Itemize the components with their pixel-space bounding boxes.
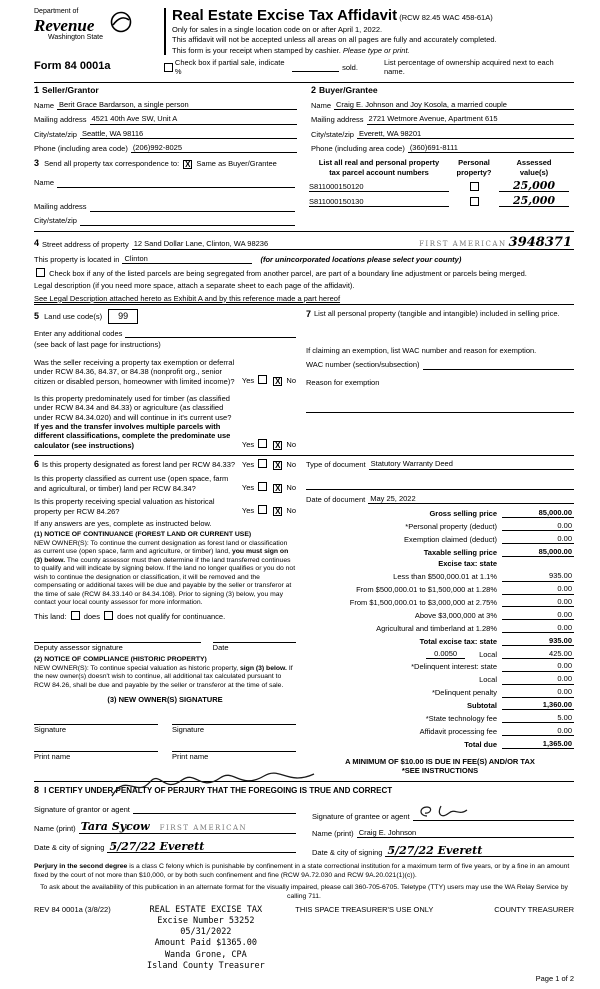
corr-mailing-field[interactable] (90, 202, 295, 212)
partial-sale-checkbox[interactable] (164, 63, 173, 72)
tax-label: Local (479, 649, 497, 659)
perjury-statement: Perjury in the second degree is a class C felony which is punishable by confinement in a state correctional institution for a maximum term of five years, or by a fine in an amount fixed by the court of not more than $10,000, or by both such confinement and fine (RCW 9A.72.030 and RCW 9A.20.021(1)(c)). (34, 863, 570, 879)
buyer-grantee-block (311, 85, 574, 154)
yes-label: Yes (241, 505, 255, 515)
property-location-section (34, 231, 574, 306)
same-as-buyer-checkbox[interactable]: X (185, 160, 191, 170)
alternate-format-note: To ask about the availability of this publication in an alternate format for the visually impaired, please call 360-705-6705. Teletype (TTY) users may use the WA Relay Service by calling 711. (40, 884, 568, 900)
page-number: Page 1 of 2 (535, 973, 574, 983)
s6-q2-yesno (242, 482, 296, 493)
wac-number-field[interactable] (423, 360, 574, 370)
if-yes-note: If any answers are yes, complete as instructed below. (34, 518, 212, 528)
header-note-3: This form is your receipt when stamped by cashier. Please type or print. (172, 45, 410, 55)
header-divider (164, 8, 166, 55)
partial-sale-percent-field[interactable] (292, 63, 339, 72)
tax-amount (502, 560, 574, 569)
s6-q3-yes-checkbox[interactable] (258, 505, 267, 514)
section-4-number: 4 (34, 238, 40, 249)
s6-q1-no-checkbox[interactable]: X (275, 461, 281, 471)
tax-label: Less than $500,000.01 at 1.1% (393, 572, 497, 582)
s6-q3-yesno (242, 505, 296, 516)
owner-signature-2-field[interactable] (172, 715, 296, 725)
certify-statement: I CERTIFY UNDER PENALTY OF PERJURY THAT THE FOREGOING IS TRUE AND CORRECT (44, 785, 393, 795)
legal-description-text: See Legal Description attached hereto as Exhibit A and by this reference made a part hereof (34, 294, 574, 305)
seller-name-value: Berit Grace Bardarson, a single person (57, 100, 297, 110)
forest-land-question: 6 Is this property designated as forest land per RCW 84.33? Yes X No (34, 459, 296, 471)
signature-label: Signature (34, 724, 67, 734)
tax-label: Affidavit processing fee (419, 726, 497, 736)
tax-table (306, 508, 574, 749)
parcel-number-value: S811000150120 (309, 182, 449, 192)
tax-label: From $1,500,000.01 to $3,000,000 at 2.75% (349, 598, 497, 607)
partial-sale-label: Check box if partial sale, indicate % (174, 57, 285, 77)
s5-q2-yesno (242, 439, 296, 450)
s6-q2-yes-checkbox[interactable] (258, 482, 267, 491)
title-company-handwriting: FIRST AMERICAN 3948371 (419, 234, 572, 250)
no-label: No (286, 440, 296, 450)
title-block (172, 8, 497, 55)
seller-mailing-label: Mailing address (34, 115, 87, 125)
deputy-assessor-signature-field[interactable] (34, 633, 201, 643)
doc-type-extra-field[interactable] (306, 480, 574, 490)
form-header (34, 8, 574, 55)
buyer-city-value: Everett, WA 98201 (357, 129, 574, 139)
tax-amount: 0.00 (502, 610, 574, 620)
parcel-table (309, 158, 574, 225)
corr-name-field[interactable] (57, 178, 295, 188)
wac-number-label: WAC number (section/subsection) (306, 360, 420, 370)
grantor-name-value: Tara Sycow FIRST AMERICAN (79, 821, 296, 834)
dor-logo-icon (109, 10, 133, 34)
treasurer-space-note: THIS SPACE TREASURER'S USE ONLY (295, 905, 434, 915)
yes-label: Yes (241, 460, 255, 470)
s5-q1-yes-checkbox[interactable] (258, 375, 267, 384)
grantor-date-label: Date & city of signing (34, 843, 105, 853)
seller-phone-value: (206)992-8025 (131, 143, 297, 153)
land-does-checkbox[interactable] (71, 611, 80, 620)
land-use-section (34, 309, 306, 450)
land-use-code-field[interactable]: 99 (108, 309, 138, 324)
seller-exemption-question: Was the seller receiving a property tax exemption or deferral under RCW 84.36, 84.37, or 84.38 (nonprofit org., senior citizen or disabled person, homeowner with limited income)? Yes X No (34, 357, 296, 386)
owner-printname-2-field[interactable] (172, 742, 296, 752)
parcel-2-personal-checkbox[interactable] (470, 197, 479, 206)
owner-signature-fields (34, 715, 296, 734)
exemption-note: If claiming an exemption, list WAC number and reason for exemption. (306, 346, 537, 356)
buyer-phone-label: Phone (including area code) (311, 144, 405, 153)
grantee-name-value: Craig E. Johnson (357, 828, 574, 838)
street-address-value: 12 Sand Dollar Lane, Clinton, WA 98236 FIRST AMERICAN 3948371 (133, 234, 572, 250)
grantor-signature-block (34, 800, 312, 857)
forestland-tax-row (34, 455, 574, 776)
assessed-value-header: Assessed value(s) (516, 158, 552, 177)
same-as-buyer-label: Same as Buyer/Grantee (196, 159, 277, 169)
owner-printname-1-field[interactable] (34, 742, 158, 752)
additional-codes-label: Enter any additional codes (34, 329, 123, 338)
tax-label: *Personal property (deduct) (405, 521, 497, 531)
form-title: Real Estate Excise Tax Affidavit (172, 7, 398, 24)
tax-label: Gross selling price (429, 508, 497, 518)
buyer-mailing-label: Mailing address (311, 115, 364, 125)
minimum-fee-note: A MINIMUM OF $10.00 IS DUE IN FEE(S) AND/OR TAX (345, 757, 535, 766)
segregated-checkbox[interactable] (36, 268, 45, 277)
tax-amount: 85,000.00 (502, 547, 574, 557)
deputy-assessor-label: Deputy assessor signature (34, 642, 123, 652)
tax-amount: 1,365.00 (502, 739, 574, 749)
seller-grantor-block (34, 85, 311, 154)
buyer-phone-value: (360)691-8111 (408, 143, 574, 153)
tax-label: Exemption claimed (deduct) (404, 534, 497, 544)
dept-of-label: Department of (34, 8, 79, 15)
owner-signature-1-field[interactable] (34, 715, 158, 725)
form-number-row (34, 58, 574, 77)
seller-city-value: Seattle, WA 98116 (80, 129, 297, 139)
header-note-2: This affidavit will not be accepted unless all areas on all pages are fully and accurately completed. (172, 35, 497, 45)
seller-name-label: Name (34, 100, 55, 110)
washington-state-label: Washington State (48, 33, 103, 41)
tax-amount: 935.00 (502, 571, 574, 581)
tax-label: Subtotal (467, 701, 497, 710)
reason-exemption-field[interactable] (306, 403, 574, 413)
section-5-number: 5 (34, 311, 40, 322)
title-company-stamp: FIRST AMERICAN (159, 824, 248, 832)
see-instructions-note: *SEE INSTRUCTIONS (401, 766, 479, 776)
tax-computation-section (306, 458, 574, 776)
notice-continuance-body: NEW OWNER(S): To continue the current designation as forest land or classification as current use (open space, farm and agriculture, or timber) land, you must sign on (3) below. The county assessor must then determine if the land transferred continues to qualify and will indicate by signing below. If the land no longer qualifies or you do not wish to continue the designation or classification, it will be removed and the compensating or additional taxes will be due and payable by the seller or transferor at the time of sale (RCW 84.33.140 or 84.34.108). Prior to signing (3) below, you may contact your local county assessor for more information. (34, 539, 296, 607)
timber-agriculture-question: Is this property predominately used for timber (as classified under RCW 84.34 and 84.33) or agriculture (as classified under RCW 84.34.020) and will continue in it's current use? If yes and the transfer involves multiple parcels with different classifications, complete the predominate use calculator (see instructions) Yes X No (34, 393, 296, 451)
doc-type-label: Type of document (306, 460, 366, 470)
grantee-date-value: 5/27/22 Everett (385, 845, 574, 857)
land-does-not-checkbox[interactable] (104, 611, 113, 620)
corr-city-label: City/state/zip (34, 216, 77, 226)
street-address-label: Street address of property (42, 240, 129, 250)
no-label: No (286, 483, 296, 493)
tax-amount: 0.00 (502, 597, 574, 607)
s6-q2-no-checkbox[interactable]: X (275, 484, 281, 494)
section-2-number: 2 (311, 84, 317, 95)
buyer-mailing-value: 2721 Wetmore Avenue, Apartment 615 (367, 114, 574, 124)
doc-date-label: Date of document (306, 494, 366, 504)
s6-q1-yes-checkbox[interactable] (258, 459, 267, 468)
corr-name-label: Name (34, 178, 55, 188)
seller-phone-label: Phone (including area code) (34, 144, 128, 153)
tax-amount: 0.00 (502, 521, 574, 531)
section-8-number: 8 (34, 784, 40, 795)
doc-date-value: May 25, 2022 (368, 494, 574, 504)
s5-q1-yesno (242, 375, 296, 386)
additional-codes-field[interactable] (125, 328, 296, 338)
grantee-signature-block (312, 800, 574, 857)
tax-label: Above $3,000,000 at 3% (414, 610, 497, 620)
tax-amount: 0.00 (502, 661, 574, 671)
certification-section (34, 781, 574, 858)
located-in-label: This property is located in (34, 254, 120, 264)
buyer-city-label: City/state/zip (311, 129, 354, 139)
segregated-note: Check box if any of the listed parcels are being segregated from another parcel, are part of a boundary line adjustment or parcels being merged. (49, 269, 527, 278)
notice-continuance-title: (1) NOTICE OF CONTINUANCE (FOREST LAND OR CURRENT USE) (34, 531, 252, 539)
owner-printname-fields (34, 742, 296, 761)
does-not-label: does not qualify for continuance. (117, 611, 226, 621)
tax-amount: 0.00 (502, 687, 574, 697)
local-rate-value: 0.0050 (426, 649, 465, 659)
s5-q2-no-checkbox[interactable]: X (275, 441, 281, 451)
grantee-signature-icon (415, 804, 475, 820)
yes-label: Yes (241, 375, 255, 385)
reason-exemption-label: Reason for exemption (306, 377, 380, 387)
new-owners-signature-title: (3) NEW OWNER(S) SIGNATURE (107, 695, 223, 705)
current-use-question: Is this property classified as current use (open space, farm and agricultural, or timber) land per RCW 84.34? Yes X No (34, 474, 296, 494)
grantor-signature-field[interactable] (133, 804, 296, 814)
section-3-number: 3 (34, 158, 40, 169)
corr-mailing-label: Mailing address (34, 202, 87, 212)
print-name-label: Print name (34, 752, 71, 762)
s5-q2-yes-checkbox[interactable] (258, 439, 267, 448)
tax-label: Total due (464, 739, 497, 749)
tax-amount: 425.00 (502, 649, 574, 659)
doc-type-value: Statutory Warranty Deed (369, 459, 574, 469)
tax-label: Agricultural and timberland at 1.28% (376, 623, 497, 633)
parcel-number-value: S811000150130 (309, 197, 449, 207)
revenue-wordmark: Revenue (34, 15, 95, 35)
tax-amount: 5.00 (502, 713, 574, 723)
grantor-sig-label: Signature of grantor or agent (34, 804, 130, 814)
header-note-1: Only for sales in a single location code on or after April 1, 2022. (172, 24, 383, 34)
no-label: No (286, 375, 296, 385)
parties-section (34, 82, 574, 154)
seller-mailing-value: 4521 40th Ave SW, Unit A (90, 114, 297, 124)
notice-compliance-body: NEW OWNER(S): To continue special valuation as historic property, sign (3) below. If the new owner(s) doesn't wish to continue, all additional tax calculated pursuant to RCW 84.26, shall be due and payable by the seller or transferor at the time of sale. (34, 664, 293, 689)
tax-label: Total excise tax: state (419, 636, 497, 646)
tax-label: *Delinquent penalty (431, 688, 497, 698)
unincorporated-note: (for unincorporated locations please select your county) (260, 254, 462, 264)
section-2-title: Buyer/Grantee (319, 84, 378, 95)
does-label: does (83, 611, 100, 621)
located-in-value: Clinton (122, 254, 252, 264)
this-land-label: This land: (34, 611, 67, 621)
signature-label: Signature (172, 724, 205, 734)
notice-compliance-title: (2) NOTICE OF COMPLIANCE (HISTORIC PROPERTY) (34, 656, 207, 664)
form-title-rcw: (RCW 82.45 WAC 458-61A) (399, 13, 493, 22)
tax-label: *State technology fee (425, 713, 497, 723)
tax-amount: 0.00 (502, 623, 574, 633)
buyer-name-label: Name (311, 100, 332, 110)
section-7-number: 7 (306, 309, 312, 320)
tax-amount: 0.00 (502, 534, 574, 544)
segregated-row (34, 268, 574, 278)
buyer-name-value: Craig E. Johnson and Joy Kosola, a married couple (334, 100, 574, 110)
personal-property-blank-area[interactable] (306, 320, 574, 346)
deputy-date-field[interactable] (213, 633, 296, 643)
seller-city-label: City/state/zip (34, 129, 77, 139)
footer (34, 901, 574, 983)
parcel-row (309, 195, 574, 207)
tax-amount: 1,360.00 (502, 700, 574, 710)
personal-property-header: Personal property? (456, 158, 492, 177)
grantee-date-label: Date & city of signing (312, 848, 383, 857)
parcel-2-assessed-value: 25,000 (499, 195, 569, 207)
deputy-assessor-labels (34, 643, 296, 652)
deputy-assessor-lines (34, 633, 296, 643)
tax-label: Local (479, 675, 497, 685)
grantee-name-label: Name (print) (312, 829, 354, 838)
no-label: No (286, 460, 296, 470)
parcel-1-personal-checkbox[interactable] (470, 182, 479, 191)
tax-label: Taxable selling price (423, 547, 497, 557)
tax-amount: 0.00 (502, 584, 574, 594)
rev-number: REV 84 0001a (3/8/22) (34, 905, 111, 915)
parcel-row (309, 180, 574, 192)
tax-amount: 85,000.00 (502, 508, 574, 518)
grantee-signature-field[interactable] (413, 804, 574, 821)
date-label: Date (212, 642, 229, 652)
tax-label: From $500,000.01 to $1,500,000 at 1.28% (356, 585, 497, 595)
correspondence-section (34, 158, 574, 225)
landuse-personalproperty-row (34, 309, 574, 450)
corr-city-field[interactable] (80, 216, 295, 226)
tax-label: *Delinquent interest: state (411, 662, 497, 672)
print-name-label: Print name (172, 752, 209, 762)
historic-property-question: Is this property receiving special valuation as historical property per RCW 84.26? Yes X No (34, 497, 296, 516)
tax-amount: 0.00 (502, 674, 574, 684)
partial-sale-sold-label: sold. (342, 62, 358, 72)
parcel-1-assessed-value: 25,000 (499, 180, 569, 192)
yes-label: Yes (241, 440, 255, 450)
personal-property-section (306, 309, 574, 450)
land-use-label: Land use code(s) (44, 312, 103, 322)
see-back-note: (see back of last page for instructions) (34, 340, 161, 350)
yes-label: Yes (241, 483, 255, 493)
grantor-date-value: 5/27/22 Everett (107, 841, 296, 853)
land-qualify-row (34, 611, 296, 621)
legal-description-label: Legal description (if you need more space, attach a separate sheet to each page of the affidavit). (34, 281, 355, 291)
section-1-number: 1 (34, 84, 40, 95)
county-treasurer-label: COUNTY TREASURER (494, 905, 574, 915)
s6-q3-no-checkbox[interactable]: X (275, 506, 281, 516)
send-correspondence-label: Send all property tax correspondence to: (44, 159, 180, 169)
parcel-table-header (309, 158, 574, 177)
correspondence-block (34, 158, 309, 225)
personal-property-title: List all personal property (tangible and intangible) included in selling price. (314, 309, 560, 319)
grantee-sig-label: Signature of grantee or agent (312, 811, 410, 821)
ownership-note: List percentage of ownership acquired next to each name. (383, 57, 554, 77)
grantor-name-label: Name (print) (34, 824, 76, 834)
form-number: Form 84 0001a (34, 60, 111, 73)
dor-logo-block (34, 8, 162, 43)
no-label: No (286, 505, 296, 515)
treasurer-stamp: REAL ESTATE EXCISE TAX Excise Number 53252 05/31/2022 Amount Paid $1365.00 Wanda Grone, CPA Island County Treasurer (147, 905, 265, 971)
forest-land-section (34, 458, 306, 776)
s5-q1-no-checkbox[interactable]: X (275, 376, 281, 386)
s6-q1-yesno (242, 459, 296, 470)
parcel-numbers-header: List all real and personal property tax parcel account numbers (318, 158, 440, 177)
tax-label: Excise tax: state (438, 559, 497, 569)
section-1-title: Seller/Grantor (42, 84, 99, 95)
tax-amount: 0.00 (502, 726, 574, 736)
tax-amount: 935.00 (502, 636, 574, 646)
